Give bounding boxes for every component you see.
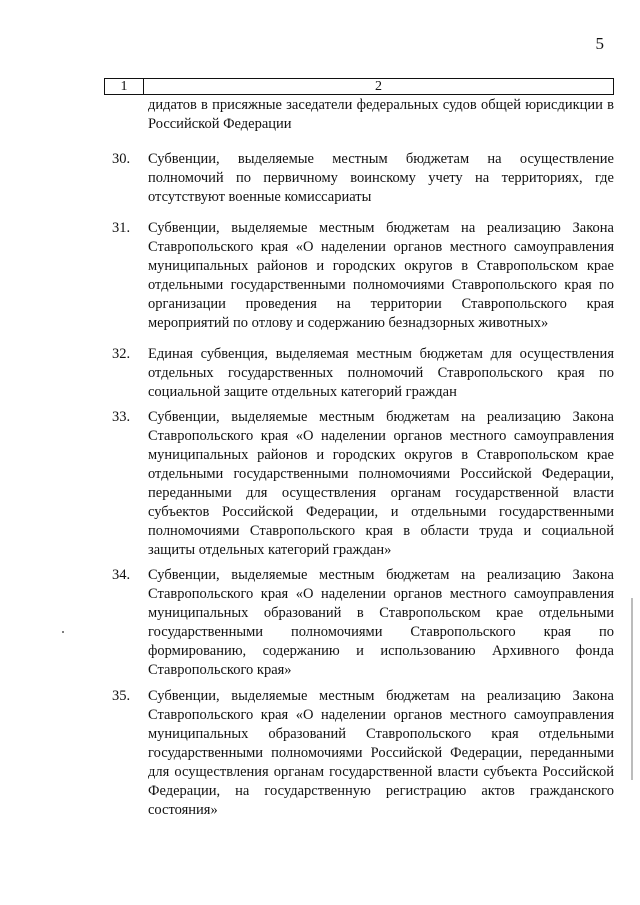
item-number: 31. — [112, 220, 131, 236]
list-item-33 — [112, 408, 614, 560]
item-number: 33. — [112, 409, 131, 425]
page-number: 5 — [595, 34, 604, 53]
scan-edge-line — [631, 598, 633, 780]
item-text: Субвенции, выделяемые местным бюджетам на реализацию Закона Ставропольского края «О наделении органов местного самоуправления муниципальных районов и городских округов в Ставропольском крае отдельными государственными полномочиями Российской Федерации, переданными для осуществления органам государственной власти субъектов Российской Федерации, и отдельными государственными полномочиями Ставропольского края в области труда и социальной защиты отдельных категорий граждан» — [148, 409, 614, 558]
list-item-34 — [112, 566, 614, 680]
continuation-text: дидатов в присяжные заседатели федеральных судов общей юрисдикции в Российской Федерации — [148, 97, 614, 132]
item-text: Субвенции, выделяемые местным бюджетам на реализацию Закона Ставропольского края «О наделении органов местного самоуправления муниципальных районов и городских округов в Ставропольском крае отдельными государственными полномочиями Ставропольского края по организации проведения на территории Ставропольского края мероприятий по отлову и содержанию безнадзорных животных» — [148, 220, 614, 331]
list-item-32 — [112, 345, 614, 402]
item-text: Субвенции, выделяемые местным бюджетам на осуществление полномочий по первичному воинскому учету на территориях, где отсутствуют военные комиссариаты — [148, 151, 614, 205]
table-header-col-1: 1 — [105, 79, 144, 94]
item-text: Единая субвенция, выделяемая местным бюджетам для осуществления отдельных государственных полномочий Ставропольского края по социальной защите отдельных категорий граждан — [148, 346, 614, 400]
list-item-35 — [112, 687, 614, 820]
item-number: 35. — [112, 688, 131, 704]
list-item-31 — [112, 219, 614, 333]
item-text: Субвенции, выделяемые местным бюджетам на реализацию Закона Ставропольского края «О наделении органов местного самоуправления муниципальных образований в Ставропольском крае отдельными государственными полномочиями Ставропольского края по формированию, содержанию и использованию Архивного фонда Ставропольского края» — [148, 567, 614, 678]
table-header-col-2: 2 — [375, 79, 382, 94]
item-text: Субвенции, выделяемые местным бюджетам на реализацию Закона Ставропольского края «О наделении органов местного самоуправления муниципальных образований Ставропольского края отдельными государственными полномочиями Российской Федерации, переданными для осуществления органам государственной власти субъекта Российской Федерации, на государственную регистрацию актов гражданского состояния» — [148, 688, 614, 818]
item-number: 30. — [112, 151, 131, 167]
scan-speck — [62, 631, 64, 633]
item-number: 34. — [112, 567, 131, 583]
item-number: 32. — [112, 346, 131, 362]
table-header — [104, 78, 614, 95]
list-item-30 — [112, 150, 614, 207]
